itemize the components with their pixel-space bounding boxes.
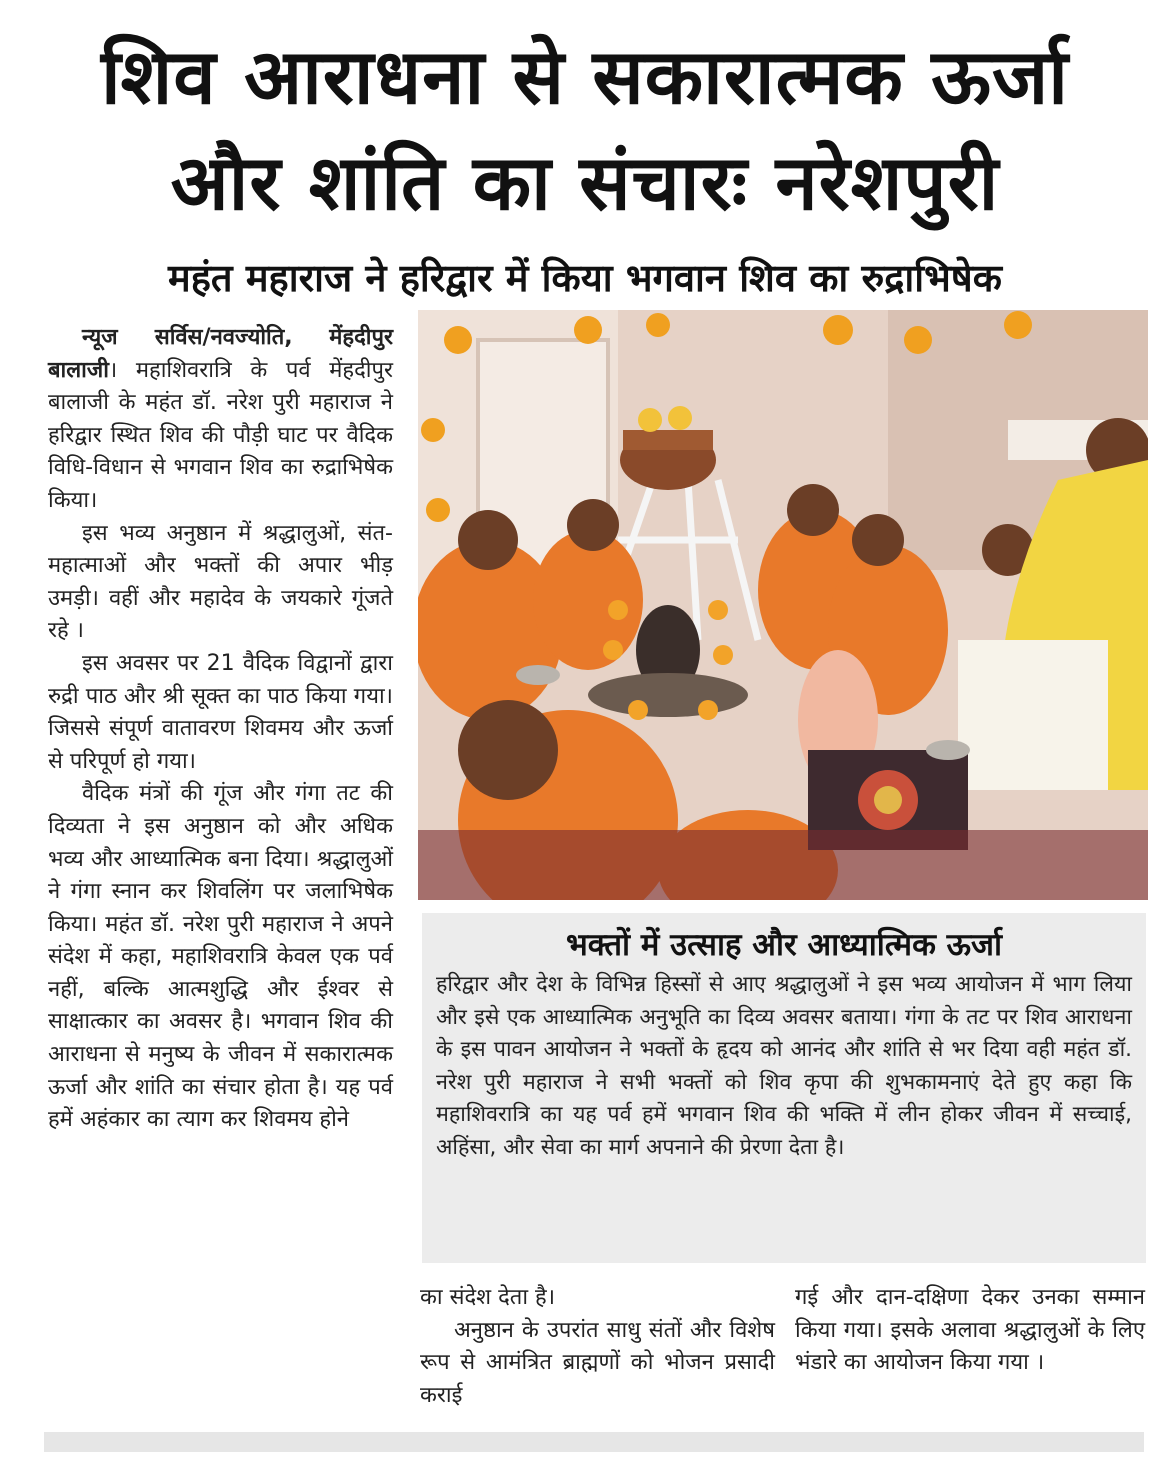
- middle-paragraph-2: अनुष्ठान के उपरांत साधु संतों और विशेष रूप से आमंत्रित ब्राह्मणों को भोजन प्रसादी कराई: [420, 1317, 775, 1408]
- right-paragraph-1: गई और दान-दक्षिणा देकर उनका सम्मान किया गया। इसके अलावा श्रद्धालुओं के लिए भंडारे का आयोजन किया गया ।: [795, 1285, 1145, 1376]
- bottom-divider: [44, 1432, 1144, 1452]
- article-paragraph-4: वैदिक मंत्रों की गूंज और गंगा तट की दिव्यता ने इस अनुष्ठान को और अधिक भव्य और आध्यात्मिक बना दिया। श्रद्धालुओं ने गंगा स्नान कर शिवलिंग पर जलाभिषेक किया। महंत डॉ. नरेश पुरी महाराज ने अपने संदेश में कहा, महाशिवरात्रि केवल एक पर्व नहीं, बल्कि आत्मशुद्धि और ईश्वर से साक्षात्कार का अवसर है। भगवान शिव की आराधना से मनुष्य के जीवन में सकारात्मक ऊर्जा और शांति का संचार होता है। यह पर्व हमें अहंकार का त्याग कर शिवमय होने: [48, 781, 393, 1133]
- box-title: भक्तों में उत्साह और आध्यात्मिक ऊर्जा: [565, 927, 1003, 963]
- paragraph-1-text: । महाशिवरात्रि के पर्व मेंहदीपुर बालाजी के महंत डॉ. नरेश पुरी महाराज ने हरिद्वार स्थित शिव की पौड़ी घाट पर वैदिक विधि-विधान से भगवान शिव का रुद्राभिषेक किया।: [48, 357, 393, 513]
- headline-line-2: और शांति का संचारः नरेशपुरी: [170, 138, 1000, 227]
- article-paragraph-3: इस अवसर पर 21 वैदिक विद्वानों द्वारा रुद्री पाठ और श्री सूक्त का पाठ किया गया। जिससे संपूर्ण वातावरण शिवमय और ऊर्जा से परिपूर्ण हो गया।: [48, 650, 393, 774]
- box-body: हरिद्वार और देश के विभिन्न हिस्सों से आए श्रद्धालुओं ने इस भव्य आयोजन में भाग लिया और इसे एक आध्यात्मिक अनुभूति का दिव्य अवसर बताया। गंगा के तट पर शिव आराधना के इस पावन आयोजन ने भक्तों के हृदय को आनंद और शांति से भर दिया वही महंत डॉ. नरेश पुरी महाराज ने सभी भक्तों को शिव कृपा की शुभकामनाएं देते हुए कहा कि महाशिवरात्रि का यह पर्व हमें भगवान शिव की भक्ति में लीन होकर जीवन में सच्चाई, अहिंसा, और सेवा का मार्ग अपनाने की प्रेरणा देता है।: [436, 972, 1132, 1160]
- article-left-column: [48, 322, 393, 1137]
- middle-paragraph-1: का संदेश देता है।: [420, 1285, 556, 1310]
- article-middle-column: [420, 1282, 775, 1412]
- article-paragraph-1: [48, 322, 393, 518]
- subheadline: महंत महाराज ने हरिद्वार में किया भगवान शिव का रुद्राभिषेक: [168, 256, 1002, 300]
- ritual-photo-illustration: [418, 310, 1148, 900]
- article-paragraph-2: इस भव्य अनुष्ठान में श्रद्धालुओं, संत-महात्माओं और भक्तों की अपार भीड़ उमड़ी। वहीं और महादेव के जयकारे गूंजते रहे ।: [48, 520, 393, 644]
- dateline-source: न्यूज सर्विस/नवज्योति,: [82, 325, 293, 350]
- ritual-photo: [418, 310, 1148, 900]
- article-right-column: [795, 1282, 1145, 1380]
- dateline-place: मेंहदीपुर बालाजी: [48, 325, 393, 383]
- headline-line-1: शिव आराधना से सकारात्मक ऊर्जा: [101, 32, 1069, 121]
- highlight-box: [422, 913, 1146, 1263]
